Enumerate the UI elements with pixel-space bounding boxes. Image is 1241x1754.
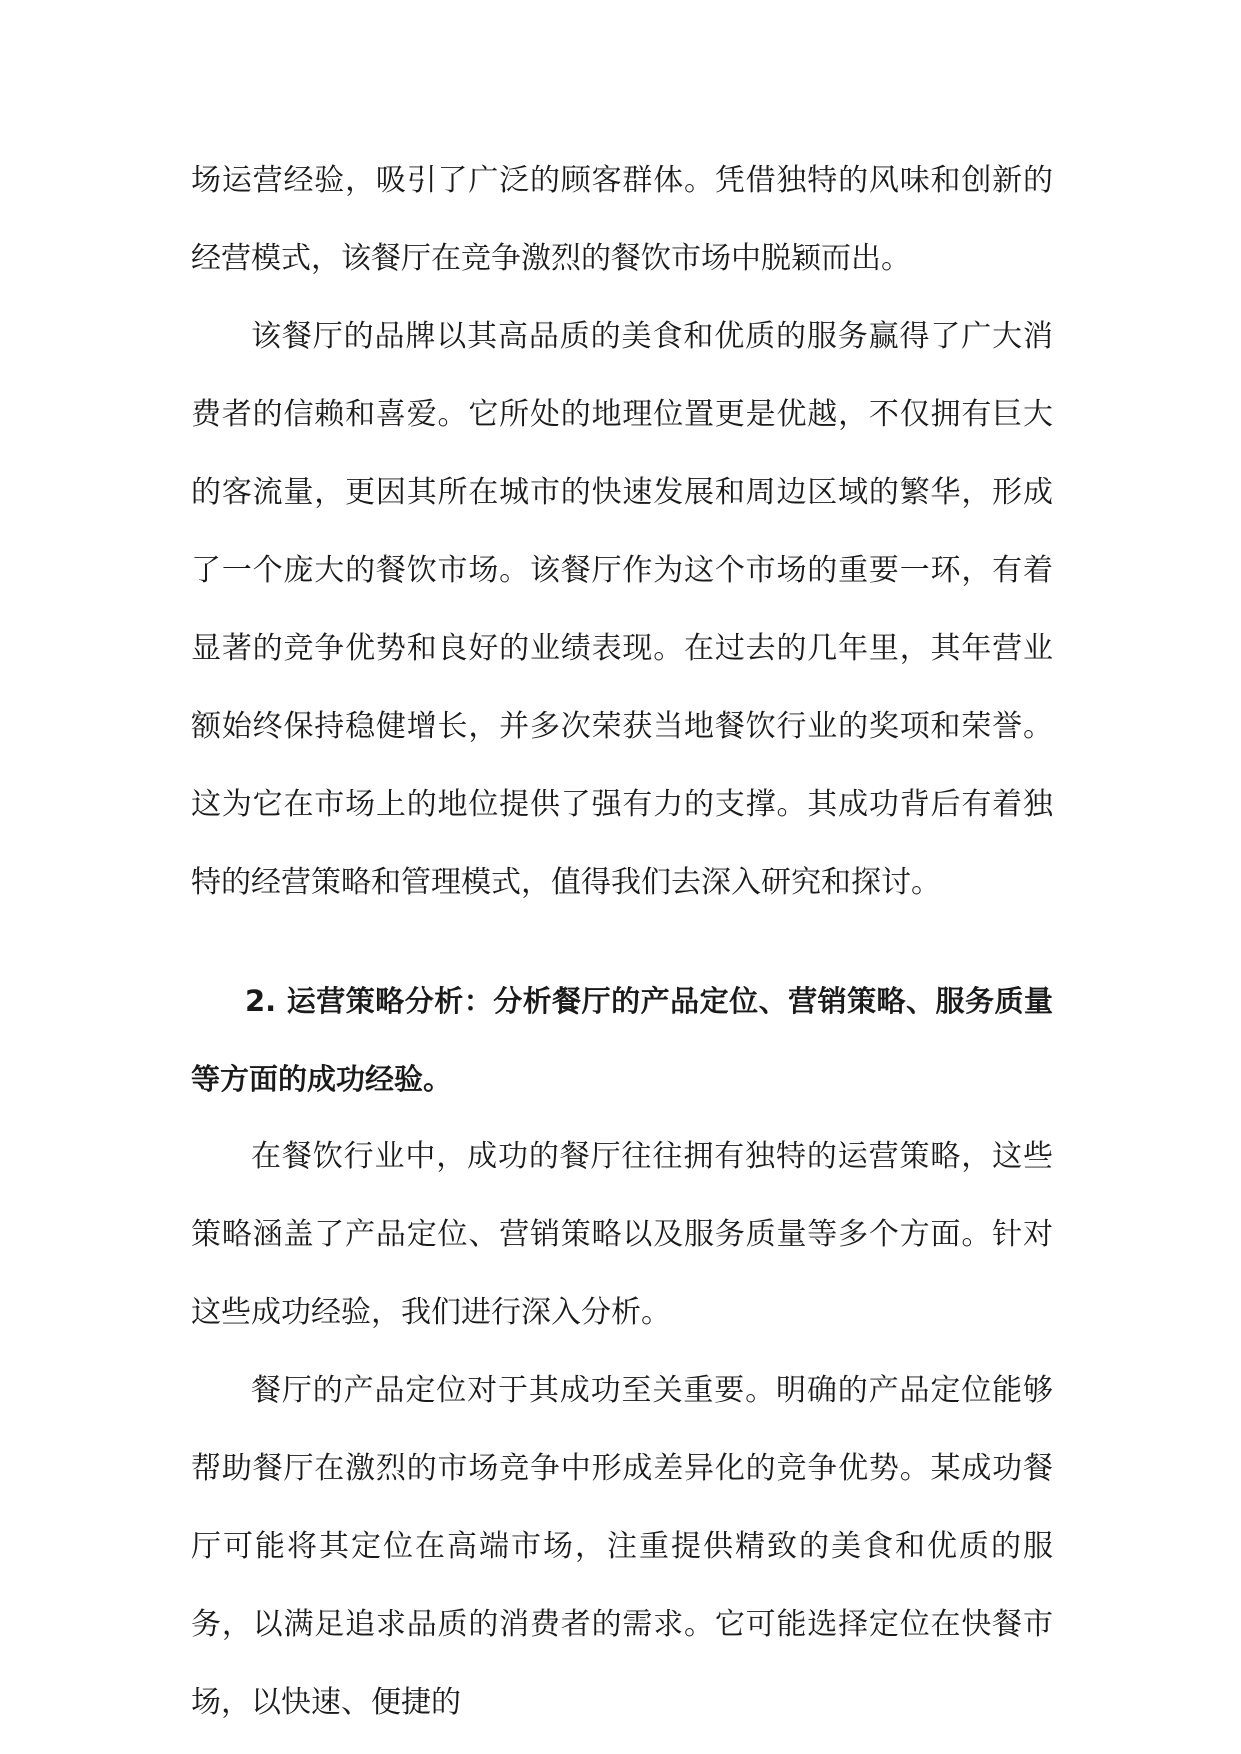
paragraph-continued: 场运营经验，吸引了广泛的顾客群体。凭借独特的风味和创新的经营模式，该餐厅在竞争激烈的餐饮市场中脱颖而出。 bbox=[191, 163, 1053, 276]
paragraph-restaurant-brand: 该餐厅的品牌以其高品质的美食和优质的服务赢得了广大消费者的信赖和喜爱。它所处的地理位置更是优越，不仅拥有巨大的客流量，更因其所在城市的快速发展和周边区域的繁华，形成了一个庞大的餐饮市场。该餐厅作为这个市场的重要一环，有着显著的竞争优势和良好的业绩表现。在过去的几年里，其年营业额始终保持稳健增长，并多次荣获当地餐饮行业的奖项和荣誉。这为它在市场上的地位提供了强有力的支撑。其成功背后有着独特的经营策略和管理模式，值得我们去深入研究和探讨。 bbox=[191, 319, 1053, 900]
document-body bbox=[191, 142, 1053, 1742]
paragraph-strategy-intro: 在餐饮行业中，成功的餐厅往往拥有独特的运营策略，这些策略涵盖了产品定位、营销策略以及服务质量等多个方面。针对这些成功经验，我们进行深入分析。 bbox=[191, 1139, 1053, 1330]
paragraph-product-positioning: 餐厅的产品定位对于其成功至关重要。明确的产品定位能够帮助餐厅在激烈的市场竞争中形成差异化的竞争优势。某成功餐厅可能将其定位在高端市场，注重提供精致的美食和优质的服务，以满足追求品质的消费者的需求。它可能选择定位在快餐市场，以快速、便捷的 bbox=[191, 1373, 1053, 1720]
section-heading-operations-strategy: 2. 运营策略分析：分析餐厅的产品定位、营销策略、服务质量等方面的成功经验。 bbox=[191, 984, 1053, 1096]
